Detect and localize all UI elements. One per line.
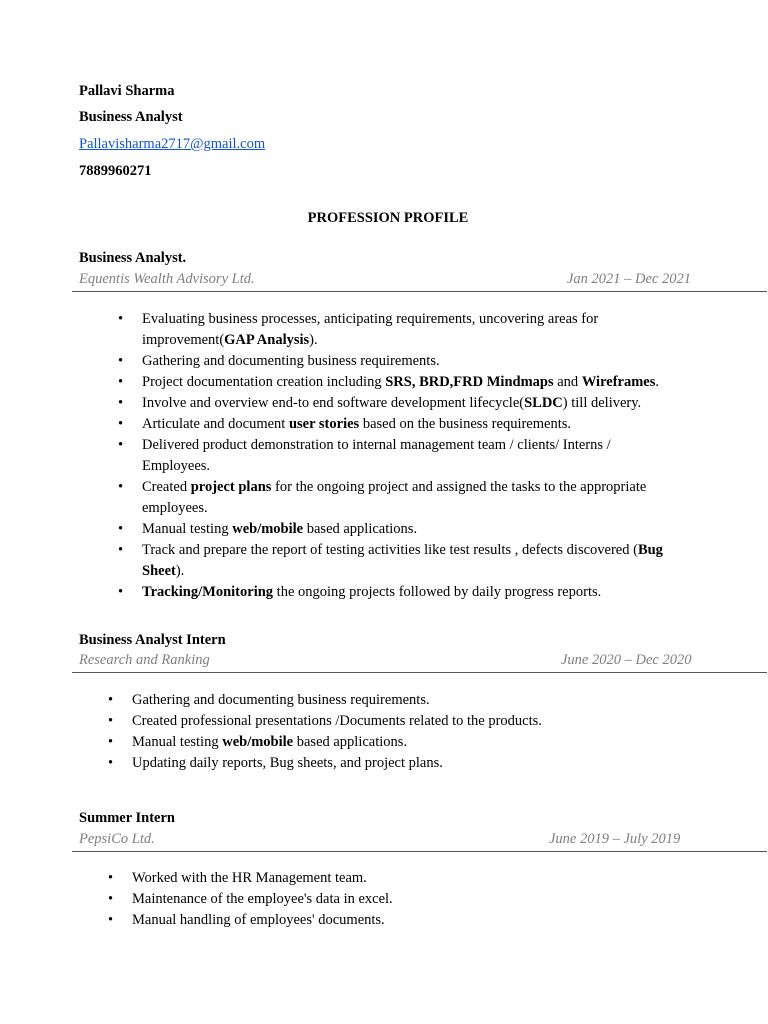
phone-number: 7889960271 xyxy=(79,163,152,179)
bullet-icon: • xyxy=(118,416,124,432)
bullet-icon: • xyxy=(118,395,124,411)
bullet-icon: • xyxy=(118,584,124,600)
list-item xyxy=(118,372,668,393)
list-item xyxy=(118,435,668,477)
bullet-text: Created professional presentations /Documents related to the products. xyxy=(132,713,542,729)
list-item xyxy=(118,582,668,603)
job-dates: Jan 2021 – Dec 2021 xyxy=(567,271,692,287)
bullet-text: Created project plans for the ongoing project and assigned the tasks to the appropriate employees. xyxy=(142,479,647,516)
bullet-text: Articulate and document user stories based on the business requirements. xyxy=(142,416,572,432)
bullet-text: Updating daily reports, Bug sheets, and project plans. xyxy=(132,755,443,771)
bullet-icon: • xyxy=(118,542,124,558)
job-meta xyxy=(79,829,697,849)
bullet-text: Manual handling of employees' documents. xyxy=(132,912,385,928)
bullet-text: Evaluating business processes, anticipating requirements, uncovering areas for improvement(GAP Analysis). xyxy=(142,311,599,348)
list-item xyxy=(118,309,668,351)
bullet-text: Delivered product demonstration to internal management team / clients/ Interns / Employees. xyxy=(142,437,611,474)
list-item xyxy=(108,732,668,753)
bullet-icon: • xyxy=(118,311,124,327)
bullet-text: Track and prepare the report of testing activities like test results , defects discovered (Bug Sheet). xyxy=(142,542,663,579)
divider xyxy=(72,291,767,292)
list-item xyxy=(118,477,668,519)
bullet-icon: • xyxy=(118,437,124,453)
list-item xyxy=(108,753,668,774)
job-bullets xyxy=(118,309,668,603)
job-title: Business Analyst. xyxy=(79,250,187,266)
divider xyxy=(72,851,767,852)
company-name: Research and Ranking xyxy=(79,652,210,668)
list-item xyxy=(108,910,668,931)
section-title: PROFESSION PROFILE xyxy=(307,210,469,226)
bullet-icon: • xyxy=(118,374,124,390)
list-item xyxy=(108,711,668,732)
bullet-text: Gathering and documenting business requirements. xyxy=(132,692,430,708)
bullet-text: Tracking/Monitoring the ongoing projects followed by daily progress reports. xyxy=(142,584,602,600)
bullet-icon: • xyxy=(108,713,114,729)
job-dates: June 2020 – Dec 2020 xyxy=(561,652,692,668)
company-name: PepsiCo Ltd. xyxy=(79,831,155,847)
company-name: Equentis Wealth Advisory Ltd. xyxy=(79,271,255,287)
list-item xyxy=(108,889,668,910)
list-item xyxy=(118,519,668,540)
bullet-text: Involve and overview end-to end software development lifecycle(SLDC) till delivery. xyxy=(142,395,642,411)
list-item xyxy=(118,540,668,582)
bullet-icon: • xyxy=(108,692,114,708)
applicant-name: Pallavi Sharma xyxy=(79,83,175,99)
applicant-title: Business Analyst xyxy=(79,109,183,125)
bullet-icon: • xyxy=(108,734,114,750)
bullet-text: Worked with the HR Management team. xyxy=(132,870,367,886)
list-item xyxy=(108,868,668,889)
bullet-icon: • xyxy=(108,891,114,907)
job-meta xyxy=(79,650,697,670)
job-meta xyxy=(79,269,697,289)
bullet-text: Maintenance of the employee's data in excel. xyxy=(132,891,393,907)
divider xyxy=(72,672,767,673)
bullet-text: Manual testing web/mobile based applications. xyxy=(142,521,418,537)
email-link[interactable]: Pallavisharma2717@gmail.com xyxy=(79,136,266,152)
bullet-text: Manual testing web/mobile based applications. xyxy=(132,734,408,750)
list-item xyxy=(118,351,668,372)
job-bullets xyxy=(108,868,668,931)
bullet-icon: • xyxy=(108,755,114,771)
bullet-icon: • xyxy=(118,521,124,537)
bullet-text: Gathering and documenting business requirements. xyxy=(142,353,440,369)
bullet-icon: • xyxy=(108,912,114,928)
bullet-icon: • xyxy=(108,870,114,886)
list-item xyxy=(108,690,668,711)
bullet-icon: • xyxy=(118,479,124,495)
job-dates: June 2019 – July 2019 xyxy=(549,831,681,847)
job-title: Business Analyst Intern xyxy=(79,632,226,648)
bullet-icon: • xyxy=(118,353,124,369)
list-item xyxy=(118,393,668,414)
list-item xyxy=(118,414,668,435)
job-bullets xyxy=(108,690,668,774)
job-title: Summer Intern xyxy=(79,810,175,826)
bullet-text: Project documentation creation including SRS, BRD,FRD Mindmaps and Wireframes. xyxy=(142,374,659,390)
